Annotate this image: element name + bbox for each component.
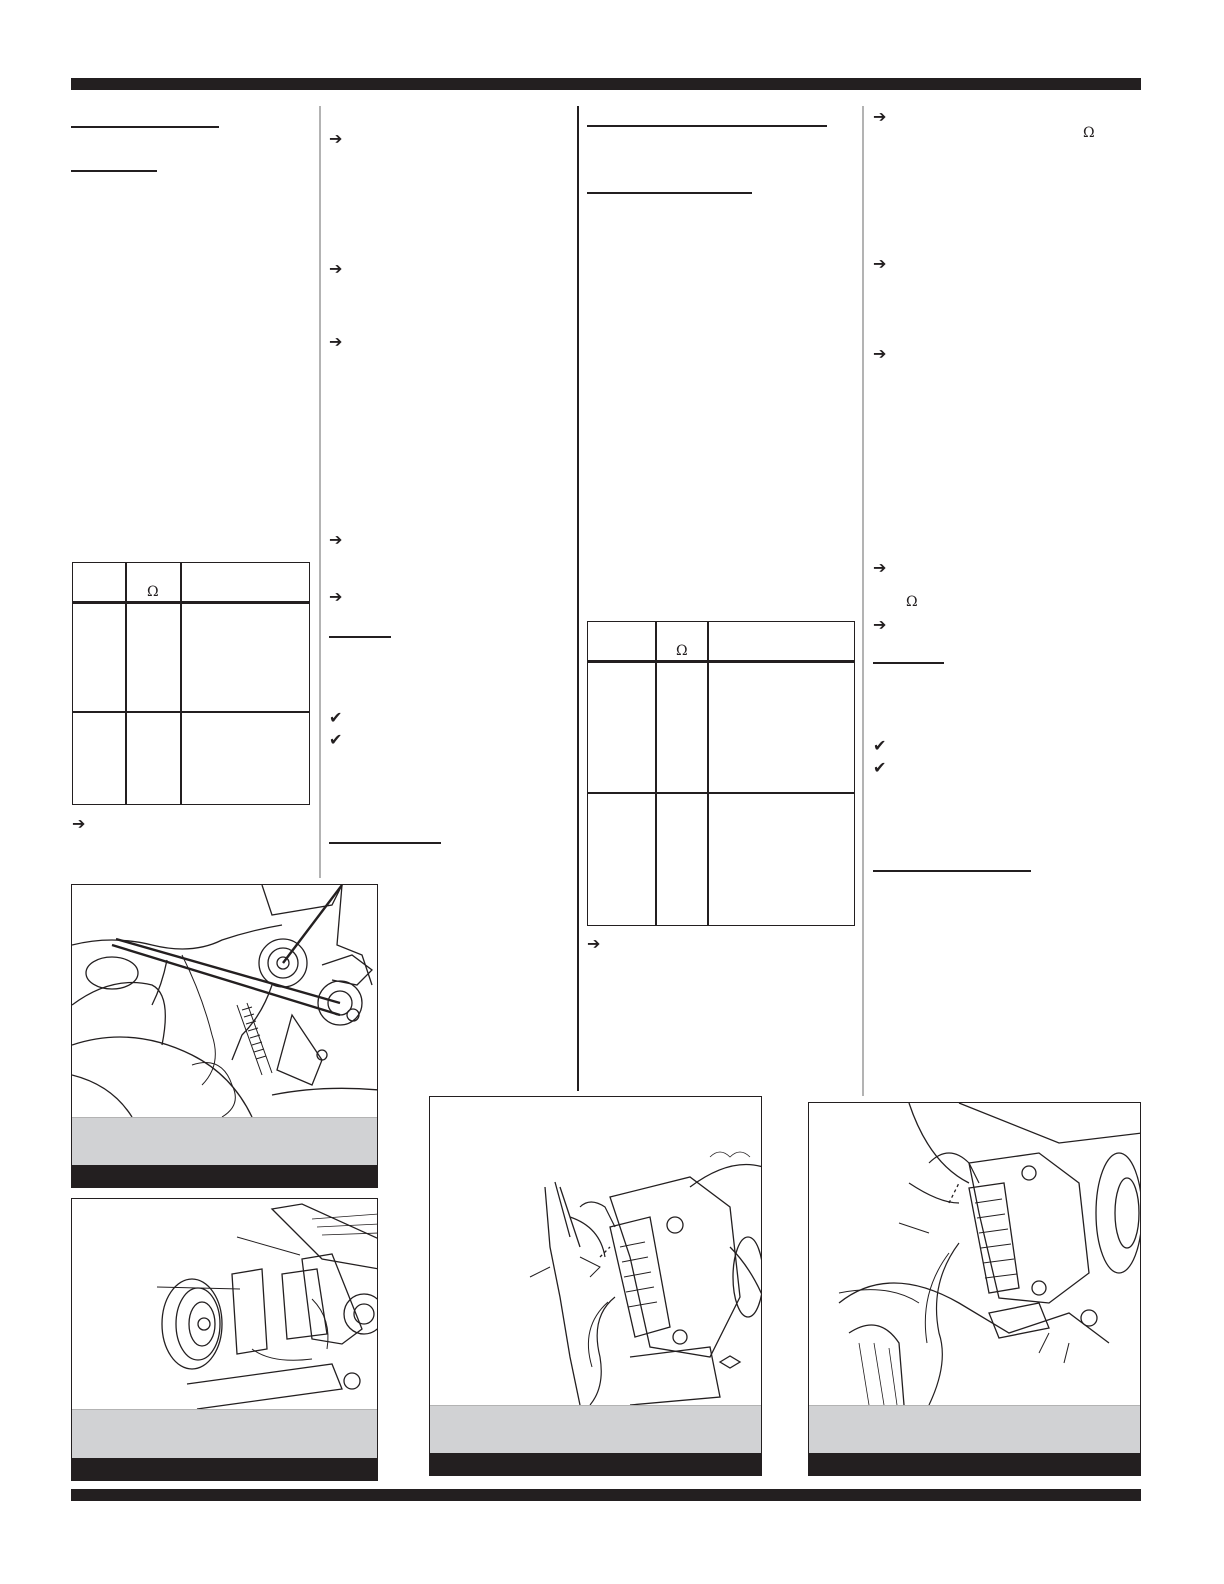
- subsection-heading-rule: [587, 192, 752, 194]
- arrow-bullet-icon: ➔: [873, 344, 887, 363]
- figure-caption-area: [809, 1405, 1140, 1455]
- arrow-bullet-icon: ➔: [873, 254, 887, 273]
- subsection-heading-rule: [71, 170, 157, 172]
- checkmark-icon: ✔: [329, 730, 343, 749]
- figure-switch-wiring-1: [429, 1096, 762, 1476]
- figure-caption-area: [72, 1409, 377, 1460]
- arrow-bullet-icon: ➔: [587, 934, 601, 953]
- column-rule-1: [319, 106, 321, 878]
- subsection-heading-rule: [329, 636, 391, 638]
- arrow-bullet-icon: ➔: [329, 587, 343, 606]
- checkmark-icon: ✔: [329, 708, 343, 727]
- figure-caption-area: [430, 1405, 761, 1455]
- section-heading-rule: [587, 125, 827, 127]
- footer-bar: [71, 1489, 1141, 1501]
- figure-switch-wiring-2: [808, 1102, 1141, 1476]
- arrow-bullet-icon: ➔: [329, 129, 343, 148]
- arrow-bullet-icon: ➔: [329, 332, 343, 351]
- arrow-bullet-icon: ➔: [873, 558, 887, 577]
- resistance-table: [72, 562, 310, 805]
- ohm-symbol: Ω: [1083, 125, 1095, 141]
- figure-belt-idler-pulley: [71, 884, 378, 1188]
- section-heading-rule: [873, 870, 1031, 872]
- section-heading-rule: [329, 842, 441, 844]
- figure-caption-bar: [430, 1453, 761, 1475]
- column-rule-2: [577, 106, 579, 1091]
- figure-caption-bar: [72, 1458, 377, 1480]
- subsection-heading-rule: [873, 662, 944, 664]
- checkmark-icon: ✔: [873, 758, 887, 777]
- resistance-table: [587, 621, 855, 926]
- header-bar: [71, 78, 1141, 90]
- section-heading-rule: [71, 126, 219, 128]
- figure-caption-area: [72, 1117, 377, 1167]
- arrow-bullet-icon: ➔: [329, 259, 343, 278]
- arrow-bullet-icon: ➔: [873, 615, 887, 634]
- figure-idler-pulley-bracket: [71, 1198, 378, 1481]
- ohm-symbol: Ω: [906, 594, 918, 610]
- arrow-bullet-icon: ➔: [72, 814, 86, 833]
- arrow-bullet-icon: ➔: [873, 107, 887, 126]
- checkmark-icon: ✔: [873, 736, 887, 755]
- ohm-column-header: Ω: [147, 584, 159, 600]
- figure-caption-bar: [72, 1165, 377, 1187]
- figure-caption-bar: [809, 1453, 1140, 1475]
- arrow-bullet-icon: ➔: [329, 530, 343, 549]
- column-rule-3: [862, 106, 864, 1096]
- ohm-column-header: Ω: [676, 643, 688, 659]
